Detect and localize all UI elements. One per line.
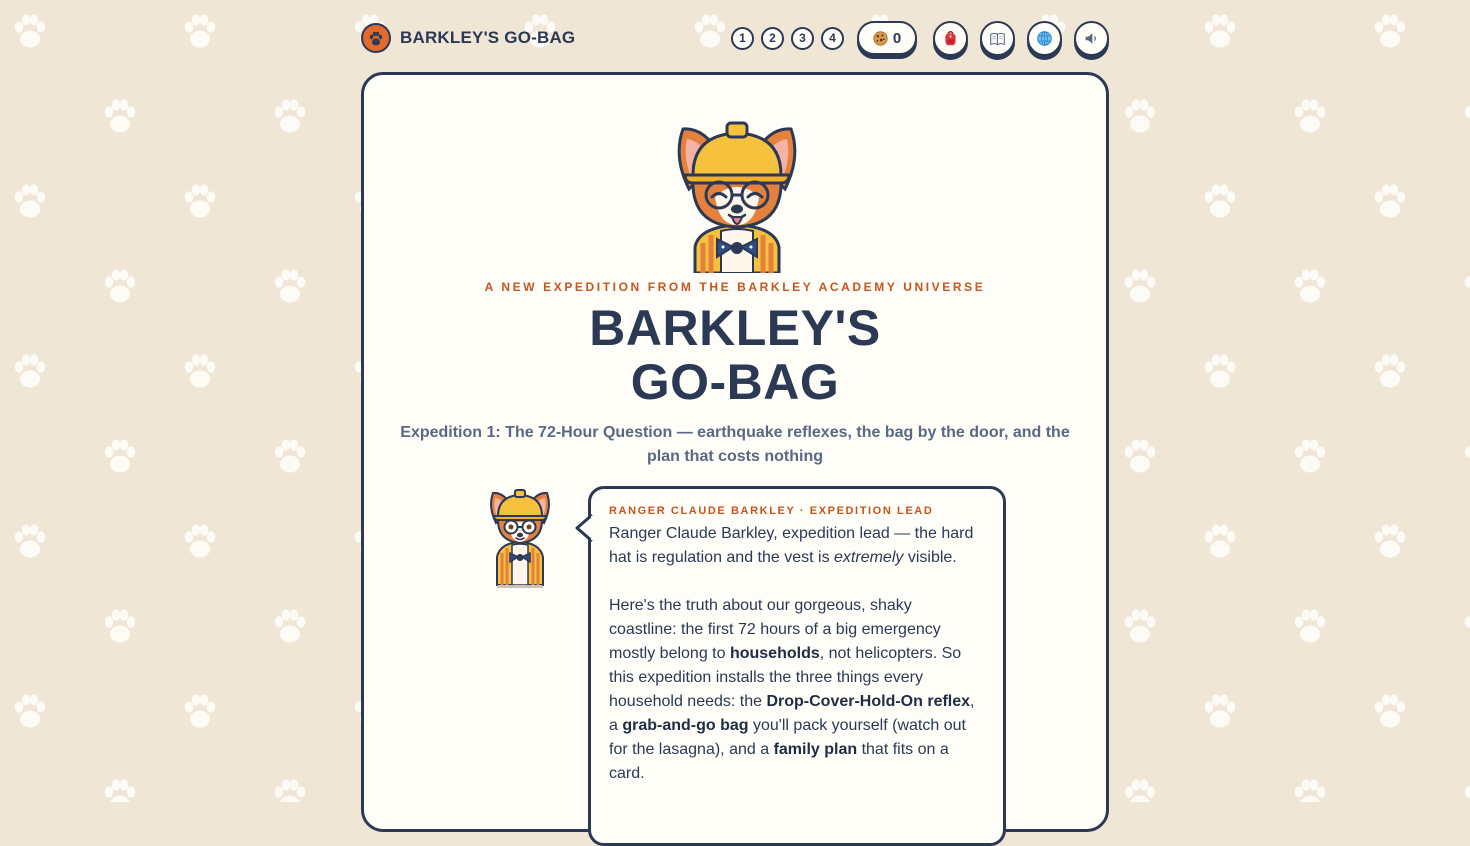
dialogue-text: , not helicopters. So this expedition installs the three things every household needs: the — [609, 645, 962, 710]
page-subtitle: Expedition 1: The 72-Hour Question — earthquake reflexes, the bag by the door, and the plan that costs nothing — [400, 424, 1070, 465]
title-line-2: GO-BAG — [630, 354, 840, 410]
dialogue-bold: grab-and-go bag — [622, 717, 749, 734]
guide-book-button[interactable] — [980, 21, 1015, 56]
globe-icon — [1036, 30, 1053, 47]
title-line-1: BARKLEY'S — [589, 300, 881, 356]
backpack-icon — [942, 30, 959, 47]
ranger-corgi-illustration — [669, 117, 805, 273]
intro-card — [361, 72, 1109, 832]
dialogue-text: Ranger Claude Barkley, expedition lead — the hard hat is regulation and the vest is — [609, 525, 974, 566]
cookie-score-button[interactable] — [857, 21, 917, 55]
dialogue-text: visible. — [903, 549, 957, 566]
dialogue-bold: family plan — [773, 741, 858, 758]
dialogue-bold: Drop-Cover-Hold-On reflex — [766, 693, 971, 710]
ranger-speech-bubble — [588, 486, 1006, 846]
top-nav — [731, 21, 1109, 56]
book-icon — [989, 30, 1006, 47]
dialogue-paragraph-1 — [609, 522, 983, 570]
brand[interactable] — [361, 23, 575, 53]
backpack-button[interactable] — [933, 21, 968, 56]
step-4-button[interactable]: 4 — [821, 27, 844, 50]
step-1-button[interactable]: 1 — [731, 27, 754, 50]
sound-button[interactable] — [1074, 21, 1109, 56]
speaker-icon — [1083, 30, 1100, 47]
cookie-score-value: 0 — [892, 29, 902, 47]
language-button[interactable] — [1027, 21, 1062, 56]
speaker-label: RANGER CLAUDE BARKLEY · EXPEDITION LEAD — [609, 505, 934, 517]
dialogue-text: you'll pack yourself (watch out for the lasagna), and a — [609, 717, 966, 758]
dialogue-emphasis: extremely — [834, 549, 904, 566]
cookie-icon — [873, 31, 888, 46]
dialogue-text: Here's the truth about our gorgeous, shaky coastline: the first 72 hours of a big emergency mostly belong to — [609, 597, 941, 662]
top-bar — [361, 18, 1109, 58]
hero-kicker: A NEW EXPEDITION FROM THE BARKLEY ACADEMY UNIVERSE — [484, 280, 986, 294]
page-title — [364, 301, 1106, 409]
paw-logo-icon — [361, 23, 391, 53]
dialogue-text: that fits on a card. — [609, 741, 949, 782]
dialogue-paragraph-2 — [609, 594, 983, 786]
dialogue-text: , a — [609, 693, 975, 734]
speech-bubble-tail — [574, 513, 594, 543]
brand-name: BARKLEY'S GO-BAG — [400, 28, 576, 47]
step-3-button[interactable]: 3 — [791, 27, 814, 50]
dialogue-bold: households — [729, 645, 820, 662]
step-2-button[interactable]: 2 — [761, 27, 784, 50]
ranger-avatar — [486, 487, 554, 589]
